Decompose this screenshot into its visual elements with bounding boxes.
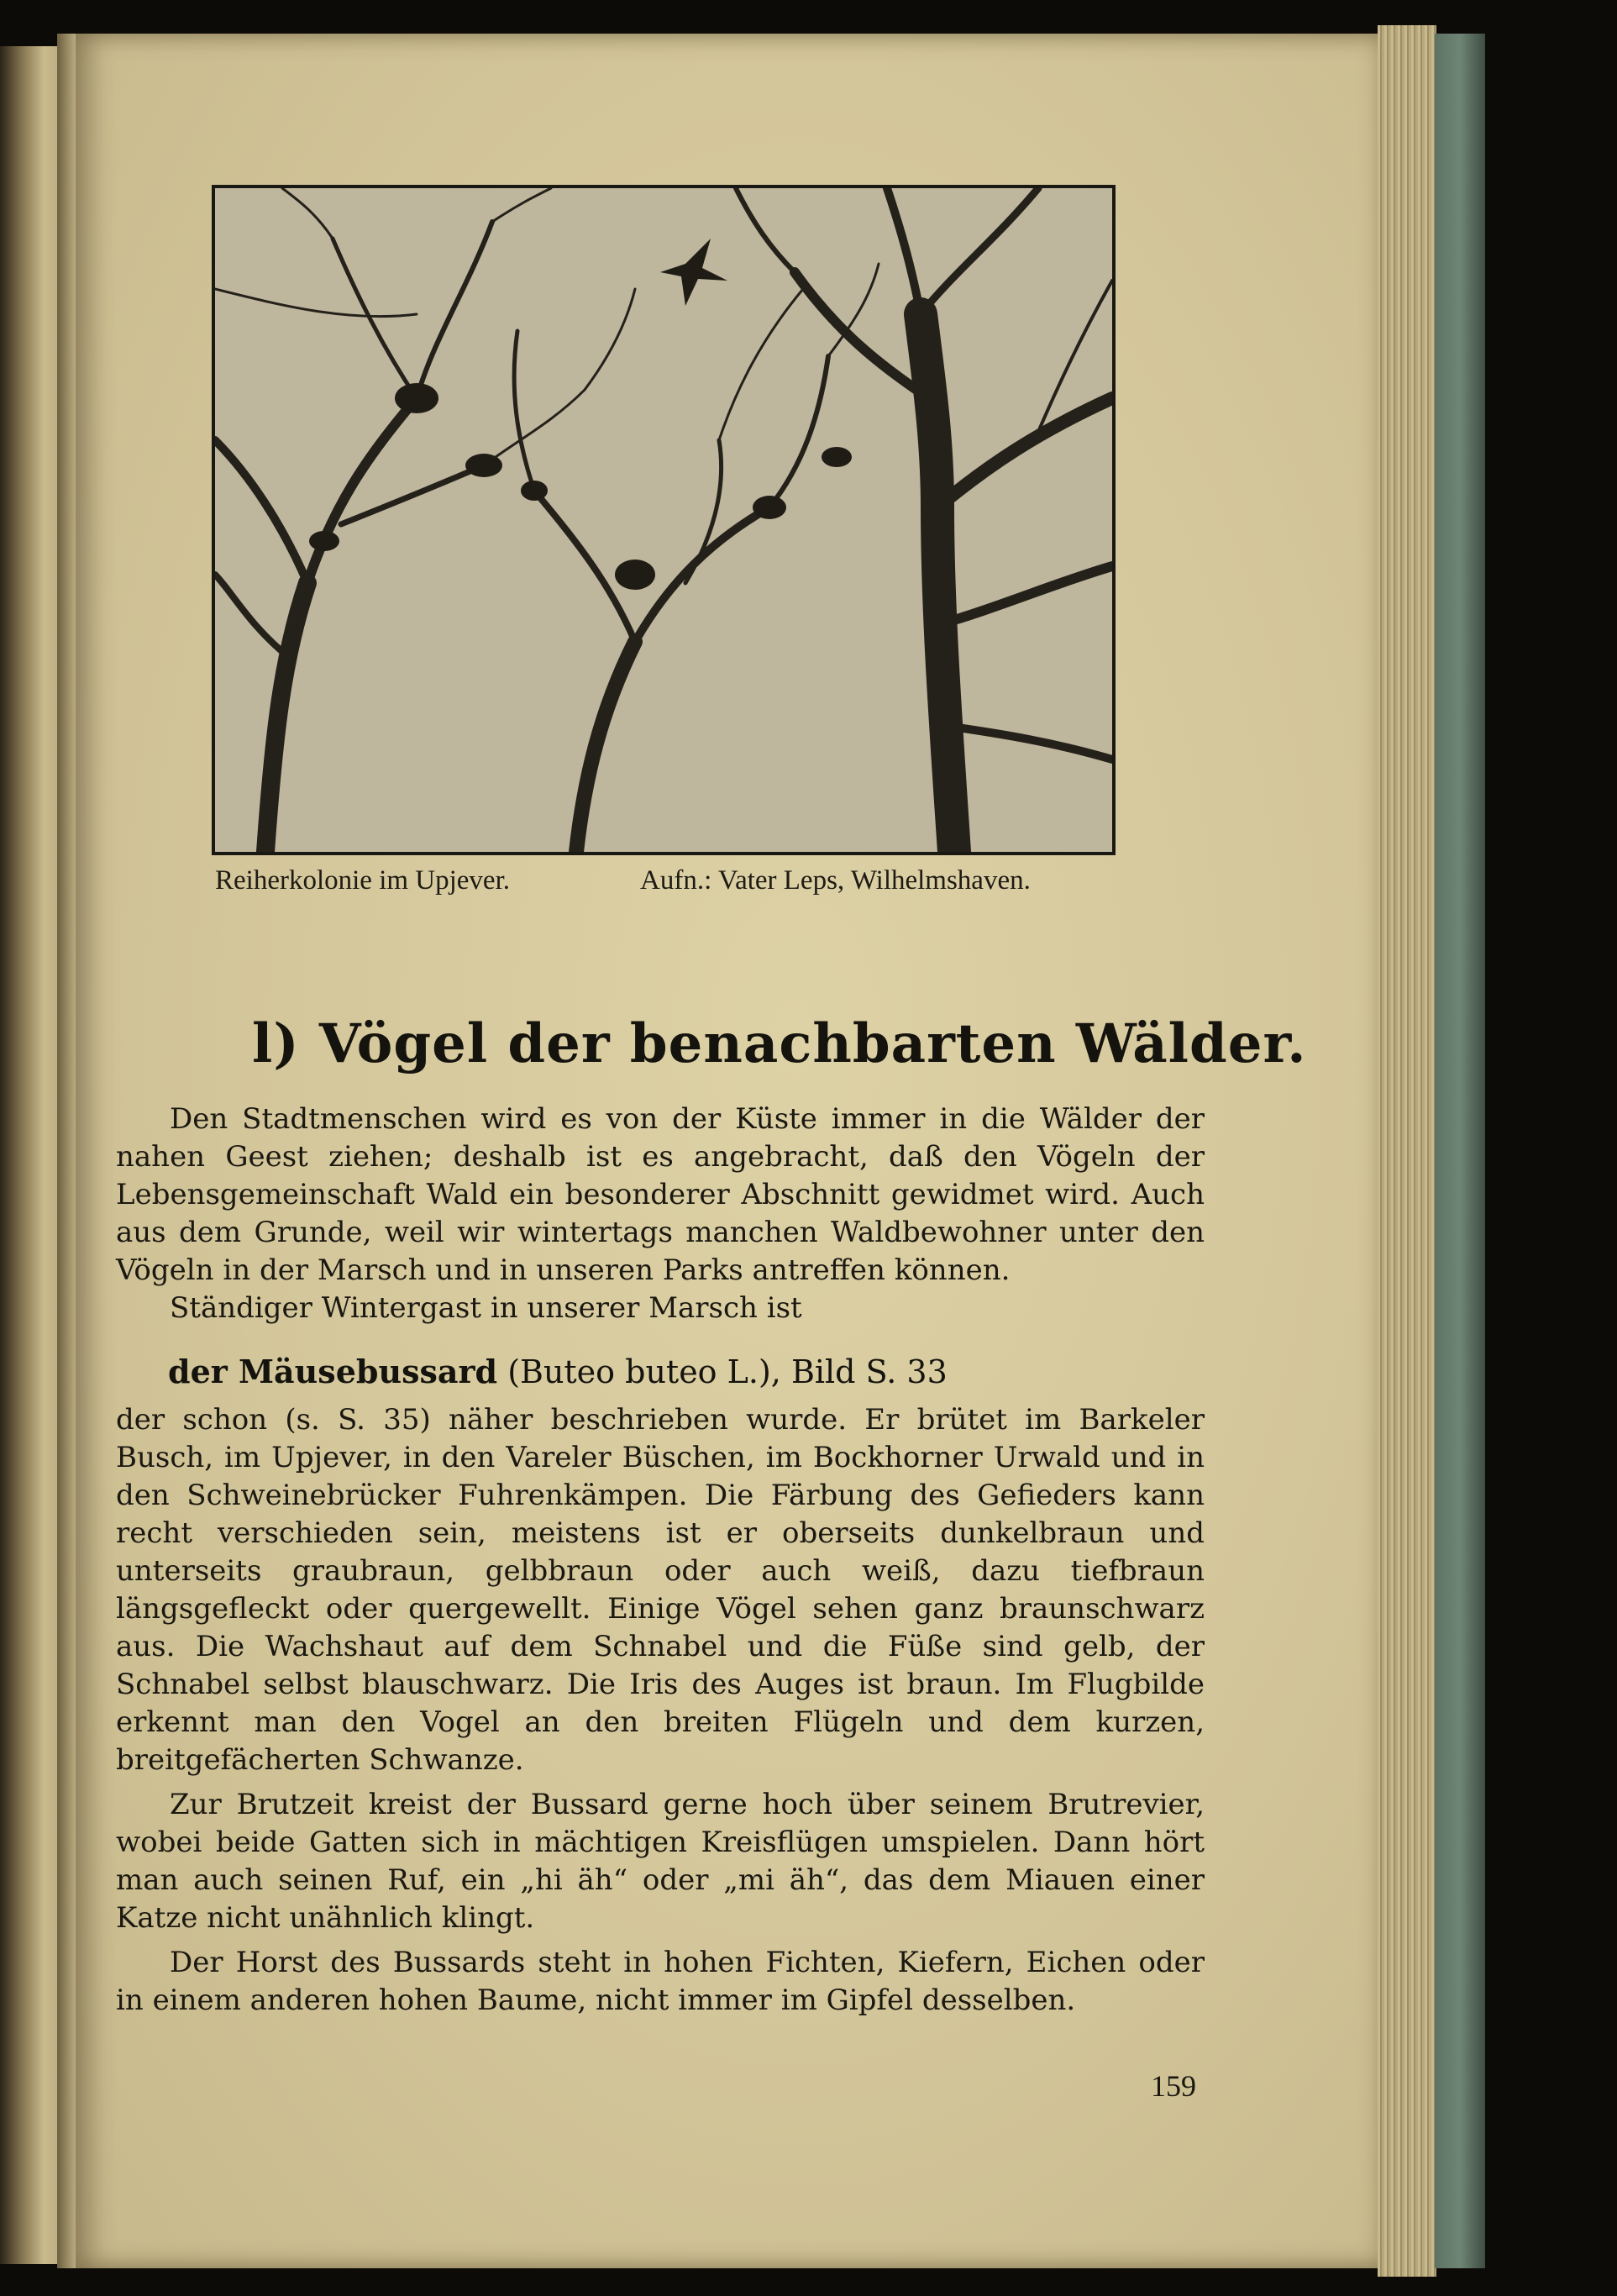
body-text [116, 1401, 1205, 2020]
intro-text [116, 1101, 1205, 1327]
book-cover-edge [1435, 34, 1485, 2268]
page-stack-edge [1378, 25, 1436, 2277]
left-page-edge [0, 46, 59, 2264]
book-gutter [57, 34, 76, 2268]
figure-reference: Bild S. 33 [790, 1353, 948, 1390]
intro-paragraph: Den Stadtmenschen wird es von der Küste immer in die Wälder der nahen Geest ziehen; deshalb ist es angebracht, daß den Vögeln der Lebensgemeinschaft Wald ein besonderer Abschnitt gewidmet wird. Auch aus dem Grunde, weil wir wintertags manchen Waldbewohner unter den Vögeln in der Marsch und in unseren Parks antreffen können. [116, 1102, 1205, 1287]
photo-credit: Aufn.: Vater Leps, Wilhelmshaven. [640, 865, 1031, 896]
species-latin-name: (Buteo buteo L.), [507, 1353, 781, 1390]
description-paragraph: der schon (s. S. 35) näher beschrieben wurde. Er brütet im Barkeler Busch, im Upjever, in den Vareler Büschen, im Bockhorner Urwald und in den Schweinebrücker Fuhrenkämpen. Die Färbung des Gefieders kann recht verschieden sein, meistens ist er oberseits dunkelbraun und unterseits graubraun, gelbbraun oder auch weiß, dazu tiefbraun längsgefleckt oder quergewellt. Einige Vögel sehen ganz braunschwarz aus. Die Wachshaut auf dem Schnabel und die Füße sind gelb, der Schnabel selbst blauschwarz. Die Iris des Auges ist braun. Im Flugbilde erkennt man den Vogel an den breiten Flügeln und dem kurzen, breitgefächerten Schwanze. [116, 1403, 1205, 1777]
nest-paragraph: Der Horst des Bussards steht in hohen Fichten, Kiefern, Eichen oder in einem anderen hohen Baume, nicht immer im Gipfel desselben. [116, 1946, 1205, 2017]
page-number: 159 [1151, 2069, 1196, 2103]
breeding-paragraph: Zur Brutzeit kreist der Bussard gerne hoch über seinem Brutrevier, wobei beide Gatten sich in mächtigen Kreisflügen umspielen. Dann hört man auch seinen Ruf, ein „hi äh“ oder „mi äh“, das dem Miauen einer Katze nicht unähnlich klingt. [116, 1788, 1205, 1935]
photo-caption: Reiherkolonie im Upjever. [215, 865, 510, 896]
species-name: der Mäusebussard [168, 1353, 498, 1390]
species-line [168, 1353, 948, 1390]
tree-silhouette-illustration [215, 188, 1112, 852]
section-heading: l) Vögel der benachbarten Wälder. [252, 1012, 1307, 1075]
winter-guest-line: Ständiger Wintergast in unserer Marsch ist [170, 1291, 802, 1325]
heron-colony-photo [212, 185, 1116, 855]
